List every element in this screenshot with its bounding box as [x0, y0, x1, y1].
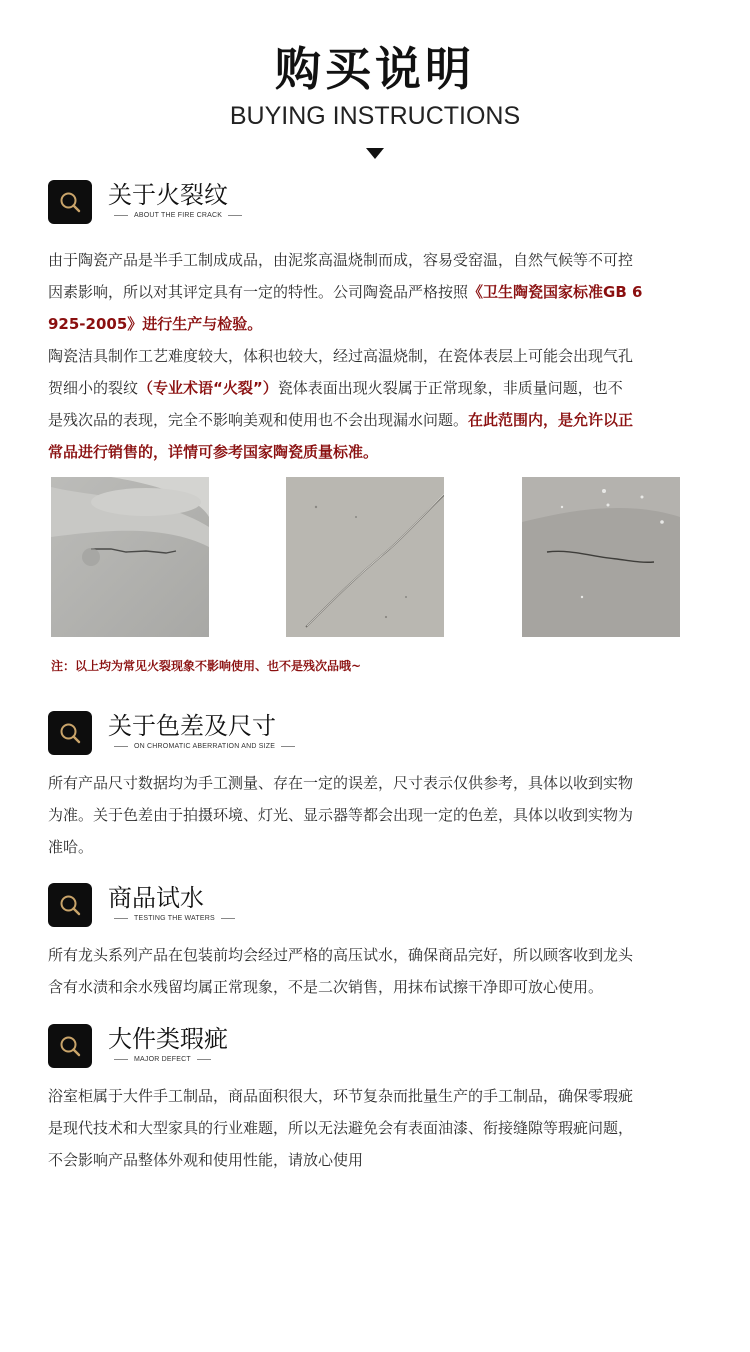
- page-title: 购买说明: [275, 42, 475, 96]
- text-line: 是残次品的表现，完全不影响美观和使用也不会出现漏水问题。在此范围内，是允许以正: [48, 411, 634, 429]
- text-line: 常品进行销售的，详情可参考国家陶瓷质量标准。: [48, 443, 379, 461]
- page-subtitle: BUYING INSTRUCTIONS: [229, 102, 521, 130]
- text-line: 含有水渍和余水残留均属正常现象，不是二次销售，用抹布试擦干净即可放心使用。: [48, 978, 604, 996]
- text-line: 准哈。: [48, 838, 94, 856]
- section-title: 大件类瑕疵: [108, 1025, 228, 1053]
- section-header: [48, 883, 708, 937]
- text-line: 925-2005》进行生产与检验。: [48, 315, 263, 333]
- section-header: [48, 180, 708, 234]
- section-subtitle: MAJOR DEFECT: [108, 1056, 228, 1063]
- section-header: [48, 1024, 708, 1078]
- section-water-test: [48, 883, 708, 1003]
- section-subtitle: ON CHROMATIC ABERRATION AND SIZE: [108, 743, 301, 750]
- text-line: 由于陶瓷产品是半手工制成成品，由泥浆高温烧制而成，容易受窑温，自然气候等不可控: [48, 251, 634, 269]
- crack-photo-2: [286, 477, 444, 637]
- section-title: 关于火裂纹: [108, 181, 228, 209]
- section-subtitle: ABOUT THE FIRE CRACK: [108, 212, 248, 219]
- text-line: 不会影响产品整体外观和使用性能，请放心使用: [48, 1151, 364, 1169]
- section-major-defect: [48, 1024, 708, 1176]
- fire-crack-note: 注：以上均为常见火裂现象不影响使用、也不是残次品哦~: [51, 659, 362, 673]
- text-line: 贺细小的裂纹（专业术语“火裂”）瓷体表面出现火裂属于正常现象，非质量问题，也不: [48, 379, 623, 397]
- text-line: 因素影响，所以对其评定具有一定的特性。公司陶瓷品严格按照《卫生陶瓷国家标准GB 6: [48, 283, 643, 301]
- section-subtitle: TESTING THE WATERS: [108, 915, 241, 922]
- section-color-size: [48, 711, 708, 863]
- text-line: 所有产品尺寸数据均为手工测量、存在一定的误差，尺寸表示仅供参考，具体以收到实物: [48, 774, 634, 792]
- section-body: [48, 939, 708, 1003]
- text-line: 所有龙头系列产品在包装前均会经过严格的高压试水，确保商品完好，所以顾客收到龙头: [48, 946, 634, 964]
- magnifier-icon: [48, 180, 92, 224]
- text-line: 陶瓷洁具制作工艺难度较大，体积也较大，经过高温烧制，在瓷体表层上可能会出现气孔: [48, 347, 634, 365]
- magnifier-icon: [48, 711, 92, 755]
- crack-photo-3: [522, 477, 680, 637]
- section-body: [48, 244, 708, 468]
- magnifier-icon: [48, 883, 92, 927]
- section-fire-crack: [48, 180, 708, 468]
- section-title: 关于色差及尺寸: [108, 712, 276, 740]
- section-title: 商品试水: [108, 884, 204, 912]
- text-line: 浴室柜属于大件手工制品，商品面积很大，环节复杂而批量生产的手工制品，确保零瑕疵: [48, 1087, 634, 1105]
- page-header: [0, 0, 750, 159]
- crack-photo-1: [51, 477, 209, 637]
- text-line: 为准。关于色差由于拍摄环境、灯光、显示器等都会出现一定的色差，具体以收到实物为: [48, 806, 634, 824]
- crack-photos: [51, 477, 680, 637]
- section-header: [48, 711, 708, 765]
- section-body: [48, 767, 708, 863]
- magnifier-icon: [48, 1024, 92, 1068]
- text-line: 是现代技术和大型家具的行业难题，所以无法避免会有表面油漆、衔接缝隙等瑕疵问题，: [48, 1119, 634, 1137]
- section-body: [48, 1080, 708, 1176]
- down-triangle-icon: [366, 148, 384, 159]
